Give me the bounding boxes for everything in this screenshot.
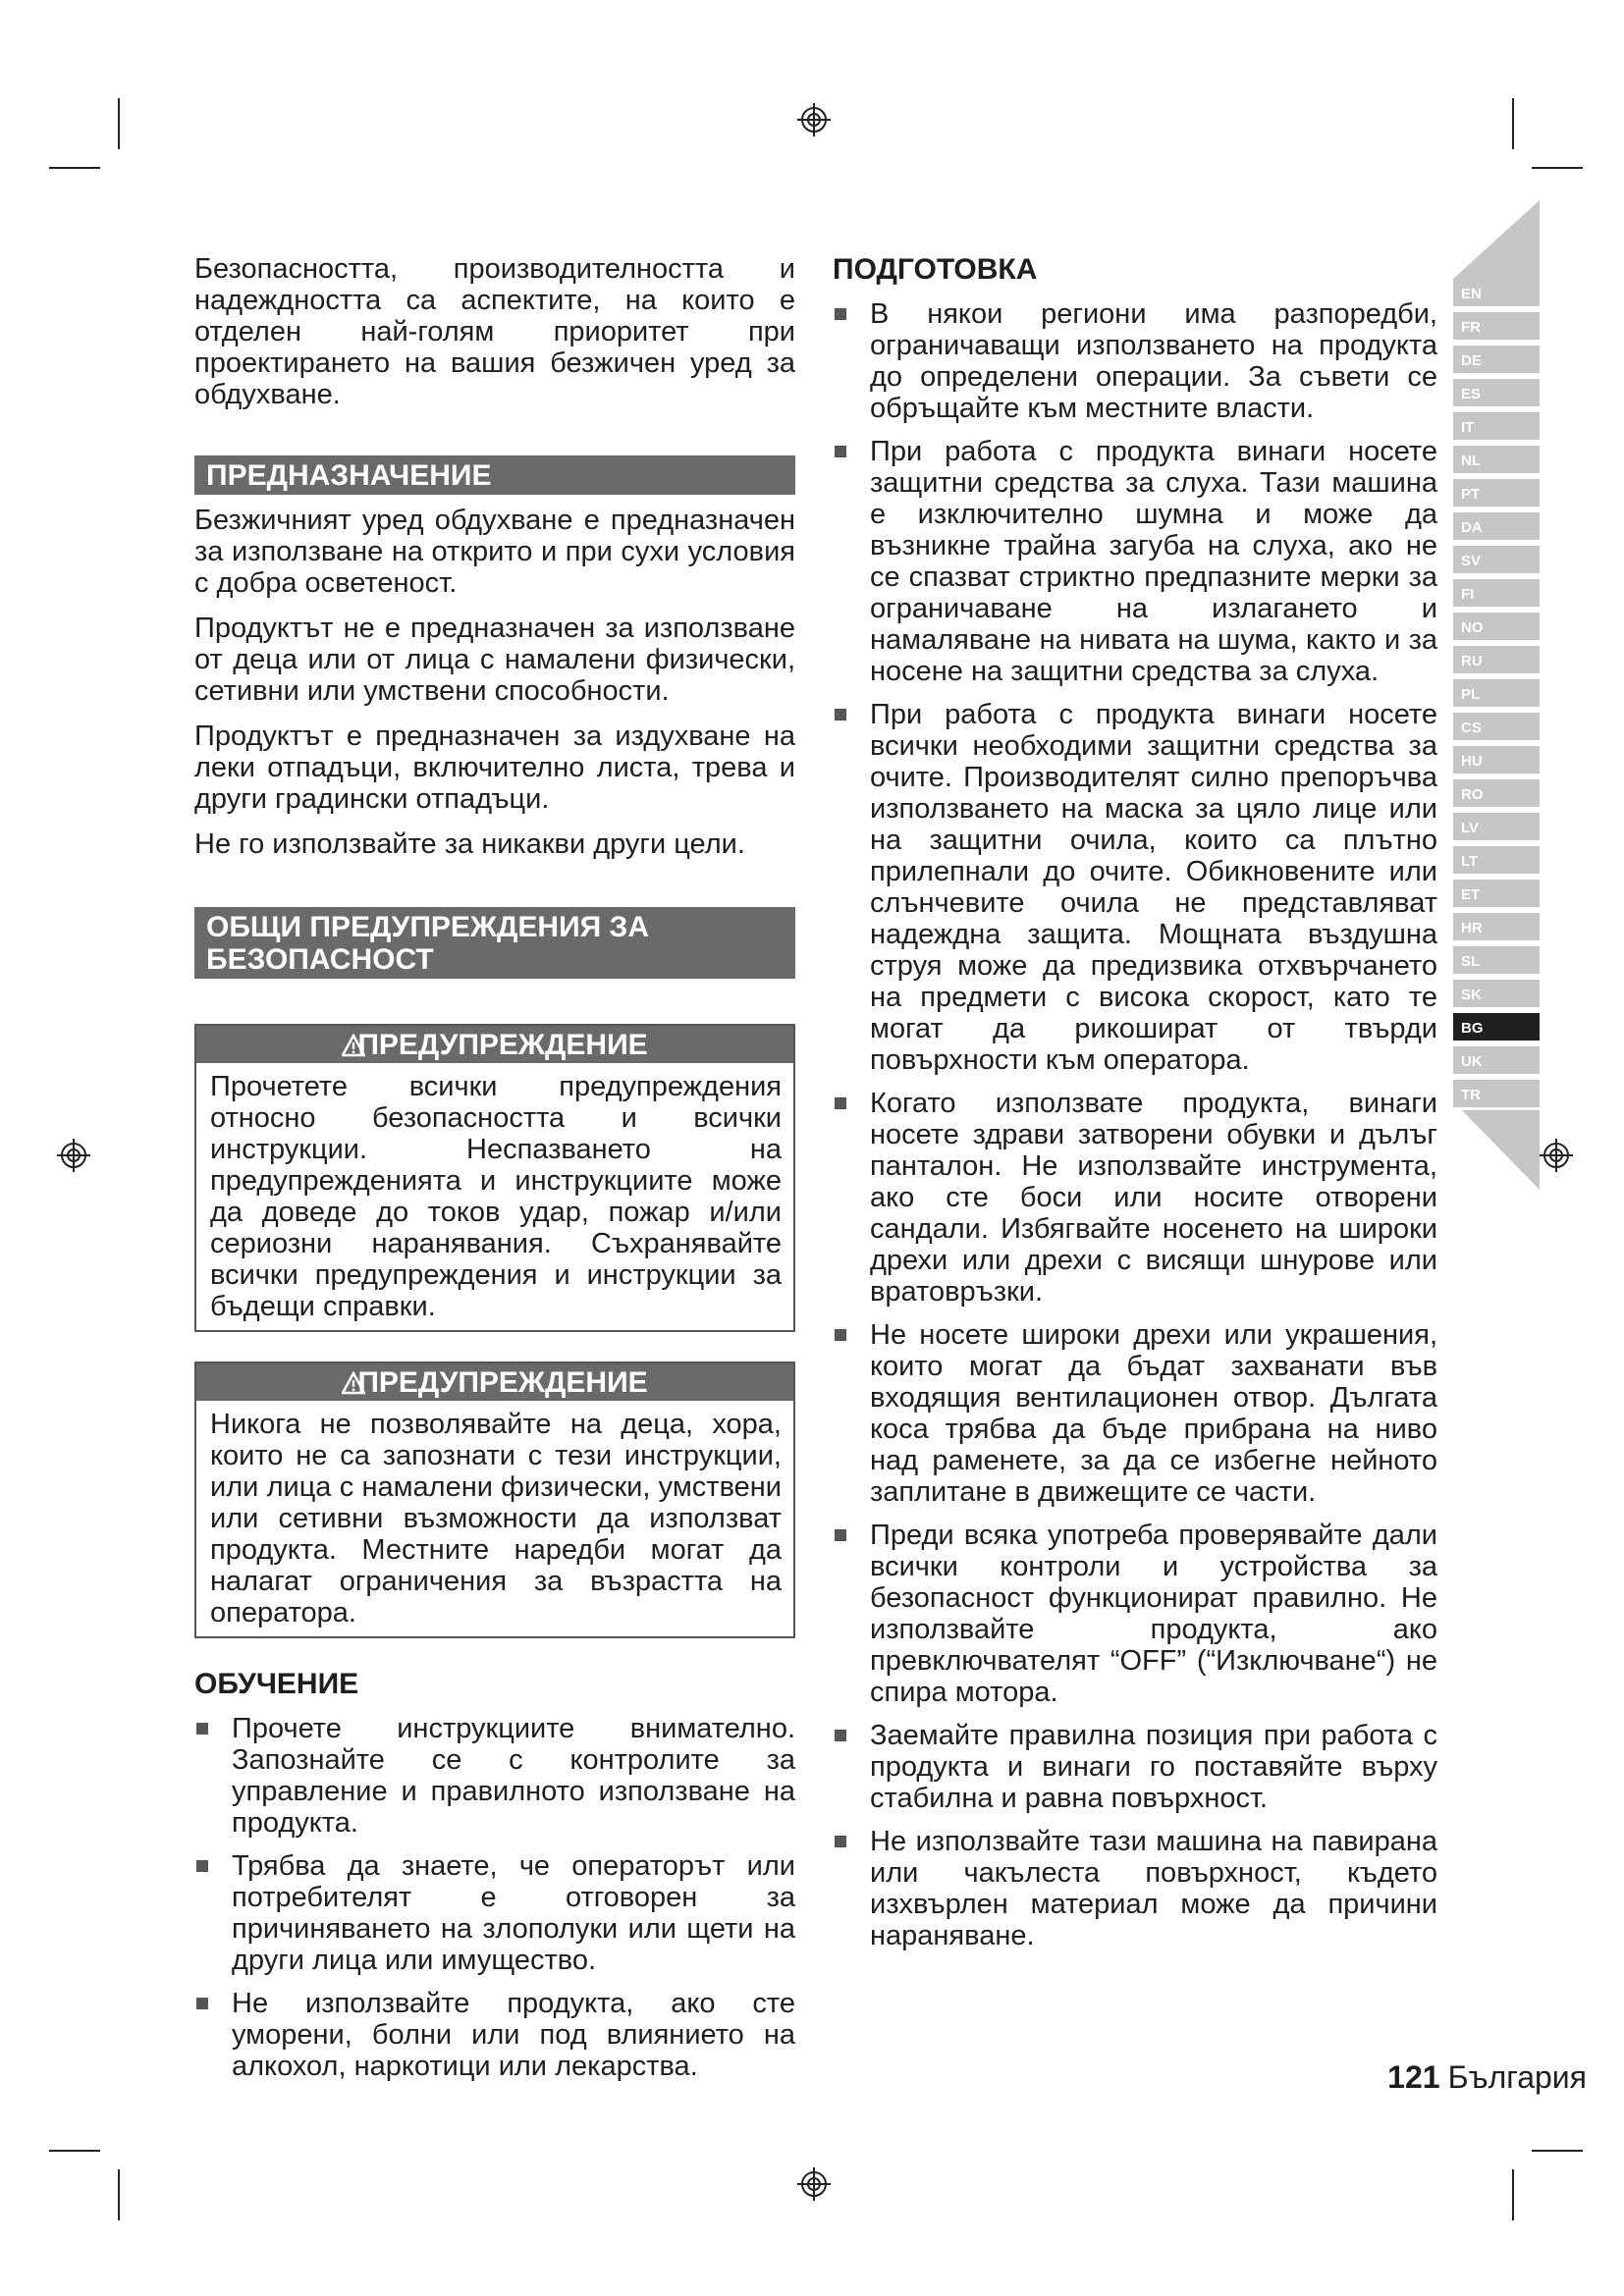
language-tab-lt[interactable]: LT <box>1453 846 1540 877</box>
language-tab-pl[interactable]: PL <box>1453 679 1540 710</box>
warning-box <box>194 1362 795 1638</box>
language-tab-lv[interactable]: LV <box>1453 813 1540 843</box>
purpose-paragraph: Безжичният уред обдухване е предназначен за използване на открито и при сухи условия с добра осветеност. <box>194 505 795 599</box>
language-tab-uk[interactable]: UK <box>1453 1046 1540 1077</box>
list-item-text: Когато използвате продукта, винаги носете здрави затворени обувки и дълъг панталон. Не използвайте инструмента, ако сте боси или носите отворени сандали. Избягвайте носенето на широки дрехи или дрехи с висящи шнурове или вратовръзки. <box>870 1088 1437 1308</box>
list-item <box>833 436 1437 687</box>
purpose-paragraph: Продуктът е предназначен за издухване на леки отпадъци, включително листа, трева и други градински отпадъци. <box>194 721 795 815</box>
training-heading: ОБУЧЕНИЕ <box>194 1668 359 1700</box>
language-tab-nl[interactable]: NL <box>1453 446 1540 476</box>
language-tab-no[interactable]: NO <box>1453 613 1540 643</box>
language-tab-en[interactable]: EN <box>1453 279 1540 309</box>
warning-title-text: ПРЕДУПРЕЖДЕНИЕ <box>357 1366 648 1399</box>
language-tab-fr[interactable]: FR <box>1453 312 1540 343</box>
language-tab-it[interactable]: IT <box>1453 412 1540 443</box>
training-list <box>194 1713 795 2082</box>
language-tab-ru[interactable]: RU <box>1453 646 1540 676</box>
purpose-paragraph: Продуктът не е предназначен за използване от деца или от лица с намалени физически, сетивни или умствени способности. <box>194 613 795 707</box>
list-item <box>833 1720 1437 1814</box>
purpose-heading: ПРЕДНАЗНАЧЕНИЕ <box>194 455 795 495</box>
language-tab-bg[interactable]: BG <box>1453 1013 1540 1043</box>
crop-mark <box>118 98 120 149</box>
list-item-text: Не използвайте продукта, ако сте уморени, болни или под влиянието на алкохол, наркотици или лекарства. <box>232 1988 795 2082</box>
crop-mark <box>1512 2169 1514 2220</box>
language-tab-hu[interactable]: HU <box>1453 746 1540 776</box>
list-item-text: Трябва да знаете, че операторът или потребителят е отговорен за причиняването на злополуки или щети на други лица или имущество. <box>232 1850 795 1976</box>
language-sidebar-tail <box>1453 1101 1540 1190</box>
crop-mark <box>1512 98 1514 149</box>
language-tab-da[interactable]: DA <box>1453 512 1540 543</box>
crop-mark <box>1532 2150 1583 2152</box>
list-item <box>833 1826 1437 1951</box>
language-tab-sl[interactable]: SL <box>1453 946 1540 977</box>
language-tab-ro[interactable]: RO <box>1453 779 1540 810</box>
language-sidebar-triangle <box>1453 200 1540 279</box>
list-item-text: Прочете инструкциите внимателно. Запознайте се с контролите за управление и правилното използване на продукта. <box>232 1713 795 1839</box>
preparation-heading: ПОДГОТОВКА <box>833 253 1038 286</box>
list-item <box>833 1088 1437 1308</box>
general-warnings-heading: ОБЩИ ПРЕДУПРЕЖДЕНИЯ ЗА БЕЗОПАСНОСТ <box>194 907 795 979</box>
list-item-text: Преди всяка употреба проверявайте дали всички контроли и устройства за безопасност функционират правилно. Не използвайте продукта, ако превключвателят “OFF” (“Изключване“) не спира мотора. <box>870 1520 1437 1708</box>
page-footer <box>1387 2059 1587 2095</box>
list-item-text: В някои региони има разпоредби, ограничаващи използването на продукта до определени операции. За съвети се обръщайте към местните власти. <box>870 298 1437 424</box>
preparation-list <box>833 298 1437 1951</box>
registration-mark-icon <box>797 103 831 136</box>
registration-mark-icon <box>1540 1139 1573 1172</box>
language-tab-es[interactable]: ES <box>1453 379 1540 409</box>
crop-mark <box>49 167 100 169</box>
purpose-paragraph: Не го използвайте за никакви други цели. <box>194 828 745 860</box>
registration-mark-icon <box>57 1139 90 1172</box>
list-item-text: При работа с продукта винаги носете защитни средства за слуха. Тази машина е изключително шумна и може да възникне трайна загуба на слуха, ако не се спазват стриктно предпазните мерки за ограничаване на излагането и намаляване на нивата на шума, както и за носене на защитни средства за слуха. <box>870 436 1437 687</box>
language-tab-et[interactable]: ET <box>1453 880 1540 910</box>
list-item-text: Не използвайте тази машина на павирана или чакълеста повърхност, където изхвърлен материал може да причини нараняване. <box>870 1826 1437 1951</box>
language-tab-sk[interactable]: SK <box>1453 980 1540 1010</box>
list-item <box>833 1319 1437 1508</box>
warning-box <box>194 1024 795 1332</box>
language-tab-sv[interactable]: SV <box>1453 546 1540 576</box>
list-item <box>194 1850 795 1976</box>
language-sidebar <box>1453 200 1540 1182</box>
left-column <box>194 253 795 2094</box>
warning-title-text: ПРЕДУПРЕЖДЕНИЕ <box>357 1029 648 1061</box>
intro-paragraph: Безопасността, производителността и надеждността са аспектите, на които е отделен най-голям приоритет при проектирането на вашия безжичен уред за обдухване. <box>194 253 795 410</box>
language-tab-hr[interactable]: HR <box>1453 913 1540 943</box>
crop-mark <box>118 2169 120 2220</box>
language-tab-fi[interactable]: FI <box>1453 579 1540 610</box>
right-column <box>833 253 1437 1963</box>
warning-text: Прочетете всички предупреждения относно безопасността и всички инструкции. Неспазването на предупрежденията и инструкциите може да доведе до токов удар, пожар и/или сериозни наранявания. Съхранявайте всички предупреждения и инструкции за бъдещи справки. <box>210 1071 782 1322</box>
list-item-text: При работа с продукта винаги носете всички необходими защитни средства за очите. Производителят силно препоръчва използването на маска за цяло лице или на защитни очила, които са плътно прилепнали до очите. Обикновените или слънчевите очила не представляват надеждна защита. Мощната въздушна струя може да предизвика отхвърчането на предмети с висока скорост, като те могат да рикошират от твърди повърхности към оператора. <box>870 699 1437 1076</box>
language-tab-pt[interactable]: PT <box>1453 479 1540 509</box>
crop-mark <box>49 2150 100 2152</box>
language-tab-de[interactable]: DE <box>1453 346 1540 376</box>
list-item-text: Не носете широки дрехи или украшения, които могат да бъдат захванати във входящия вентилационен отвор. Дългата коса трябва да бъде прибрана на ниво над раменете, за да се избегне нейното заплитане в движещите се части. <box>870 1319 1437 1508</box>
language-tab-tr[interactable]: TR <box>1453 1080 1540 1110</box>
warning-text: Никога не позволявайте на деца, хора, които не са запознати с тези инструкции, или лица с намалени физически, умствени или сетивни възможности да използват продукта. Местните наредби могат да налагат ограничения за възрастта на оператора. <box>210 1409 782 1629</box>
list-item-text: Заемайте правилна позиция при работа с продукта и винаги го поставяйте върху стабилна и равна повърхност. <box>870 1720 1437 1814</box>
list-item <box>833 699 1437 1076</box>
list-item <box>194 1713 795 1839</box>
registration-mark-icon <box>797 2167 831 2201</box>
crop-mark <box>1532 167 1583 169</box>
footer-language: България <box>1447 2059 1587 2095</box>
list-item <box>833 298 1437 424</box>
list-item <box>833 1520 1437 1708</box>
page-number: 121 <box>1387 2059 1440 2095</box>
warning-title <box>196 1026 793 1063</box>
language-tab-cs[interactable]: CS <box>1453 713 1540 743</box>
warning-title <box>196 1363 793 1401</box>
list-item <box>194 1988 795 2082</box>
